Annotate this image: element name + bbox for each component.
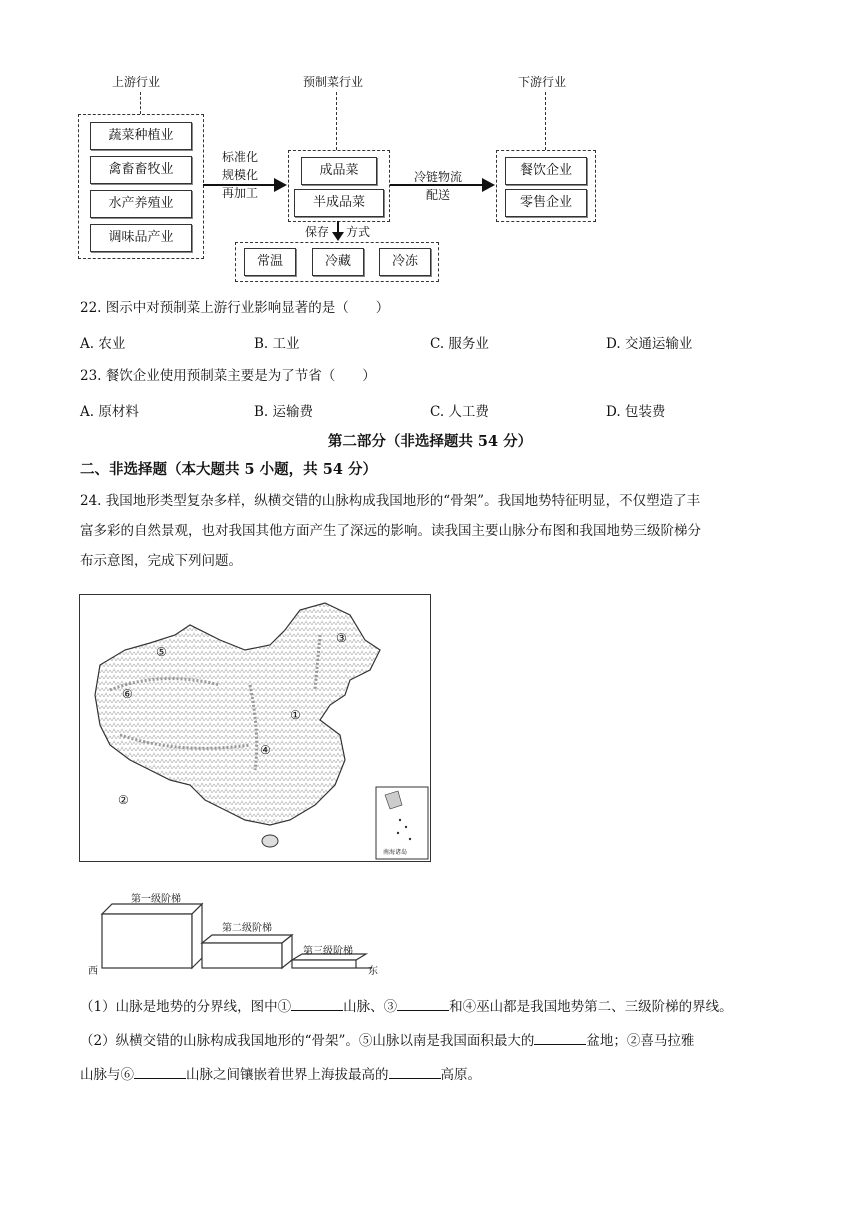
map-label-1: ① — [290, 708, 301, 722]
prepared-item: 半成品菜 — [294, 189, 384, 217]
q23-option-a[interactable]: A. 原材料 — [80, 404, 139, 420]
part2-title: 第二部分（非选择题共 54 分） — [327, 433, 533, 450]
map-label-4: ④ — [260, 743, 271, 757]
downstream-title: 下游行业 — [518, 75, 567, 89]
answer-blank[interactable] — [291, 996, 343, 1011]
downstream-item: 零售企业 — [505, 189, 587, 217]
east-label: 东 — [368, 966, 378, 977]
prepared-connector — [336, 92, 337, 150]
process-label: 标准化 规模化 再加工 — [222, 150, 259, 200]
upstream-title: 上游行业 — [112, 75, 161, 89]
upstream-connector — [140, 92, 141, 114]
upstream-item: 调味品产业 — [90, 224, 192, 252]
q23-stem: 23. 餐饮企业使用预制菜主要是为了节省（ ） — [80, 368, 376, 384]
storage-label-2: 方式 — [346, 225, 371, 239]
logistics-label: 冷链物流 配送 — [414, 170, 463, 202]
prepared-title: 预制菜行业 — [303, 75, 364, 89]
answer-blank[interactable] — [134, 1064, 186, 1079]
storage-label: 保存 — [305, 225, 330, 239]
storage-item: 冷藏 — [312, 248, 364, 276]
q24-intro: 24. 我国地形类型复杂多样，纵横交错的山脉构成我国地形的“骨架”。我国地势特征明显，不仅塑造了丰 富多彩的自然景观，也对我国其他方面产生了深远的影响。读我国主要山脉分布图和我国地势三级阶梯分 布示意图，完成下列问题。 — [80, 493, 701, 569]
q22-option-d[interactable]: D. 交通运输业 — [606, 336, 693, 352]
logistics-arrowhead — [482, 178, 495, 192]
answer-blank[interactable] — [534, 1030, 586, 1045]
q24-sub2-line2: 山脉与⑥ 山脉之间镶嵌着世界上海拔最高的 高原。 — [80, 1064, 481, 1085]
china-map-svg — [80, 595, 430, 861]
q23-option-d[interactable]: D. 包装费 — [606, 404, 666, 420]
step1-label: 第一级阶梯 — [131, 894, 181, 905]
map-label-5: ⑤ — [156, 645, 167, 659]
q22-option-a[interactable]: A. 农业 — [80, 336, 126, 352]
downstream-item: 餐饮企业 — [505, 157, 587, 185]
map-label-3: ③ — [336, 631, 347, 645]
upstream-item: 水产养殖业 — [90, 190, 192, 218]
storage-item: 常温 — [244, 248, 296, 276]
map-inset-caption: 南海诸岛 — [383, 849, 408, 856]
map-label-6: ⑥ — [122, 687, 133, 701]
step3-label: 第三级阶梯 — [303, 946, 353, 957]
q22-option-c[interactable]: C. 服务业 — [430, 336, 489, 352]
west-label: 西 — [88, 966, 98, 977]
storage-arrowhead — [332, 232, 344, 241]
answer-blank[interactable] — [389, 1064, 441, 1079]
storage-item: 冷冻 — [379, 248, 431, 276]
china-mountain-map — [79, 594, 431, 862]
step2-label: 第二级阶梯 — [222, 923, 272, 934]
q24-sub2-line1: （2）纵横交错的山脉构成我国地形的“骨架”。⑤山脉以南是我国面积最大的 盆地；②喜马拉雅 — [80, 1030, 694, 1051]
q22-option-b[interactable]: B. 工业 — [254, 336, 300, 352]
logistics-arrow — [390, 184, 482, 186]
upstream-item: 蔬菜种植业 — [90, 122, 192, 150]
q23-option-b[interactable]: B. 运输费 — [254, 404, 314, 420]
q23-option-c[interactable]: C. 人工费 — [430, 404, 489, 420]
prepared-item: 成品菜 — [301, 157, 377, 185]
map-label-2: ② — [118, 793, 129, 807]
answer-blank[interactable] — [397, 996, 449, 1011]
process-arrowhead — [274, 178, 287, 192]
upstream-item: 禽畜畜牧业 — [90, 156, 192, 184]
section2-title: 二、非选择题（本大题共 5 小题，共 54 分） — [80, 461, 377, 478]
downstream-connector — [545, 92, 546, 150]
process-arrow — [203, 184, 275, 186]
q24-sub1: （1）山脉是地势的分界线，图中① 山脉、③ 和④巫山都是我国地势第二、三级阶梯的界线。 — [80, 996, 733, 1017]
q22-stem: 22. 图示中对预制菜上游行业影响显著的是（ ） — [80, 300, 390, 316]
